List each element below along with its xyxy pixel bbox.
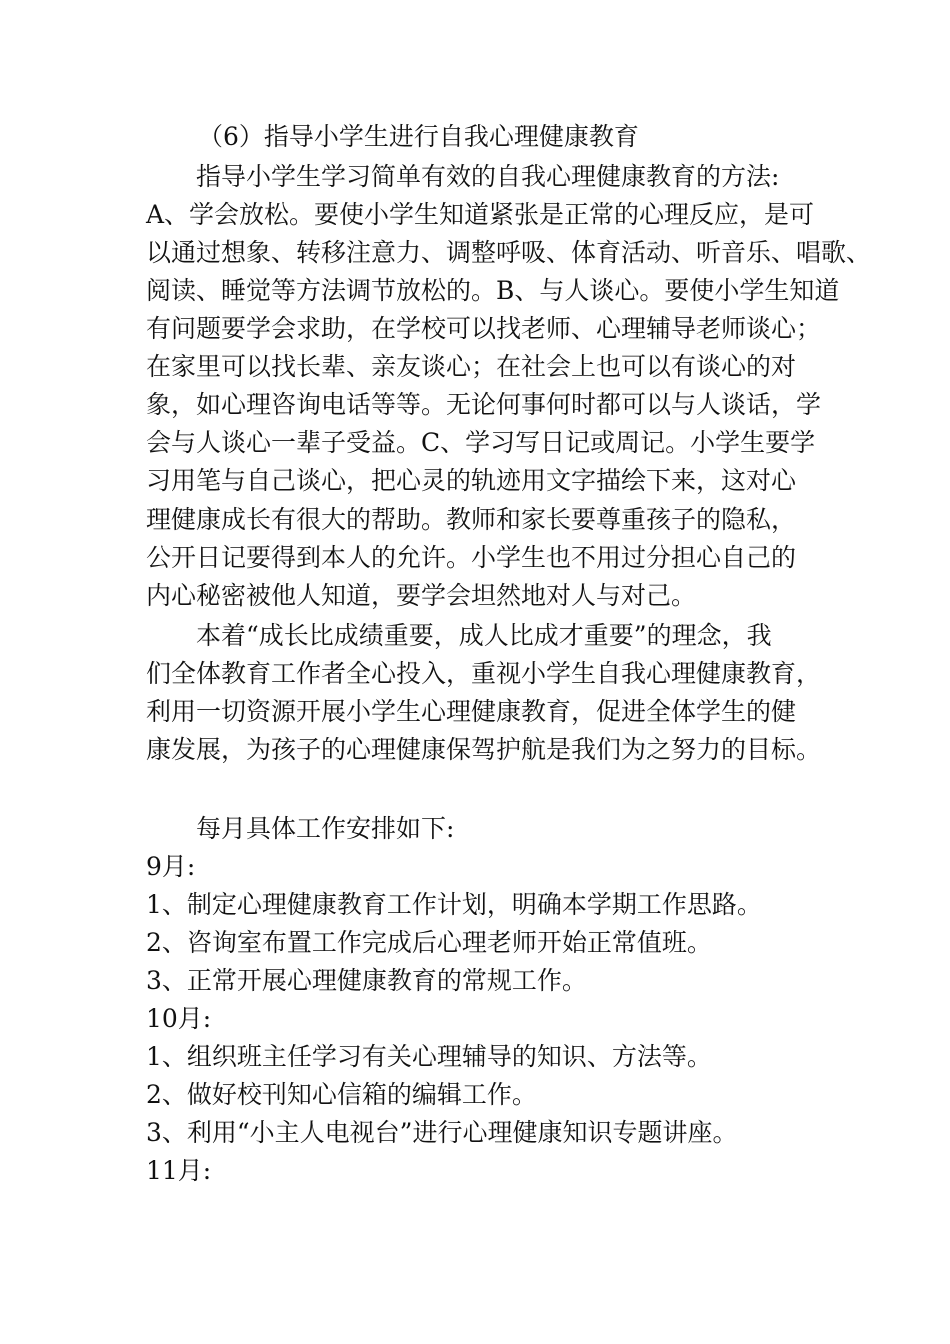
philosophy-line: 们全体教育工作者全心投入，重视小学生自我心理健康教育， bbox=[146, 659, 822, 688]
self-help-line: A、学会放松。要使小学生知道紧张是正常的心理反应，是可 bbox=[146, 200, 815, 229]
schedule-item: 3、正常开展心理健康教育的常规工作。 bbox=[146, 966, 587, 995]
self-help-line: 习用笔与自己谈心，把心灵的轨迹用文字描绘下来，这对心 bbox=[146, 466, 797, 495]
self-help-line: 阅读、睡觉等方法调节放松的。B、与人谈心。要使小学生知道 bbox=[146, 276, 840, 305]
self-help-intro: 指导小学生学习简单有效的自我心理健康教育的方法: bbox=[196, 162, 780, 191]
self-help-line: 内心秘密被他人知道，要学会坦然地对人与对己。 bbox=[146, 581, 697, 610]
schedule-item: 3、利用“小主人电视台”进行心理健康知识专题讲座。 bbox=[146, 1118, 738, 1147]
month-label: 10月: bbox=[146, 1004, 212, 1033]
schedule-item: 1、制定心理健康教育工作计划，明确本学期工作思路。 bbox=[146, 890, 762, 919]
self-help-line: 在家里可以找长辈、亲友谈心；在社会上也可以有谈心的对 bbox=[146, 352, 797, 381]
schedule-item: 2、咨询室布置工作完成后心理老师开始正常值班。 bbox=[146, 928, 712, 957]
schedule-intro: 每月具体工作安排如下: bbox=[196, 814, 455, 843]
self-help-line: 有问题要学会求助，在学校可以找老师、心理辅导老师谈心； bbox=[146, 314, 822, 343]
self-help-line: 公开日记要得到本人的允许。小学生也不用过分担心自己的 bbox=[146, 543, 797, 572]
section-heading: （6）指导小学生进行自我心理健康教育 bbox=[198, 122, 639, 151]
schedule-item: 2、做好校刊知心信箱的编辑工作。 bbox=[146, 1080, 537, 1109]
self-help-line: 象，如心理咨询电话等等。无论何事何时都可以与人谈话，学 bbox=[146, 390, 822, 419]
schedule-item: 1、组织班主任学习有关心理辅导的知识、方法等。 bbox=[146, 1042, 712, 1071]
month-label: 11月: bbox=[146, 1156, 212, 1185]
month-label: 9月: bbox=[146, 852, 196, 881]
self-help-line: 会与人谈心一辈子受益。C、学习写日记或周记。小学生要学 bbox=[146, 428, 816, 457]
philosophy-line: 康发展，为孩子的心理健康保驾护航是我们为之努力的目标。 bbox=[146, 735, 822, 764]
self-help-line: 以通过想象、转移注意力、调整呼吸、体育活动、听音乐、唱歌、 bbox=[146, 238, 872, 267]
philosophy-first-line: 本着“成长比成绩重要，成人比成才重要”的理念，我 bbox=[196, 621, 772, 650]
self-help-line: 理健康成长有很大的帮助。教师和家长要尊重孩子的隐私， bbox=[146, 505, 797, 534]
philosophy-line: 利用一切资源开展小学生心理健康教育，促进全体学生的健 bbox=[146, 697, 797, 726]
